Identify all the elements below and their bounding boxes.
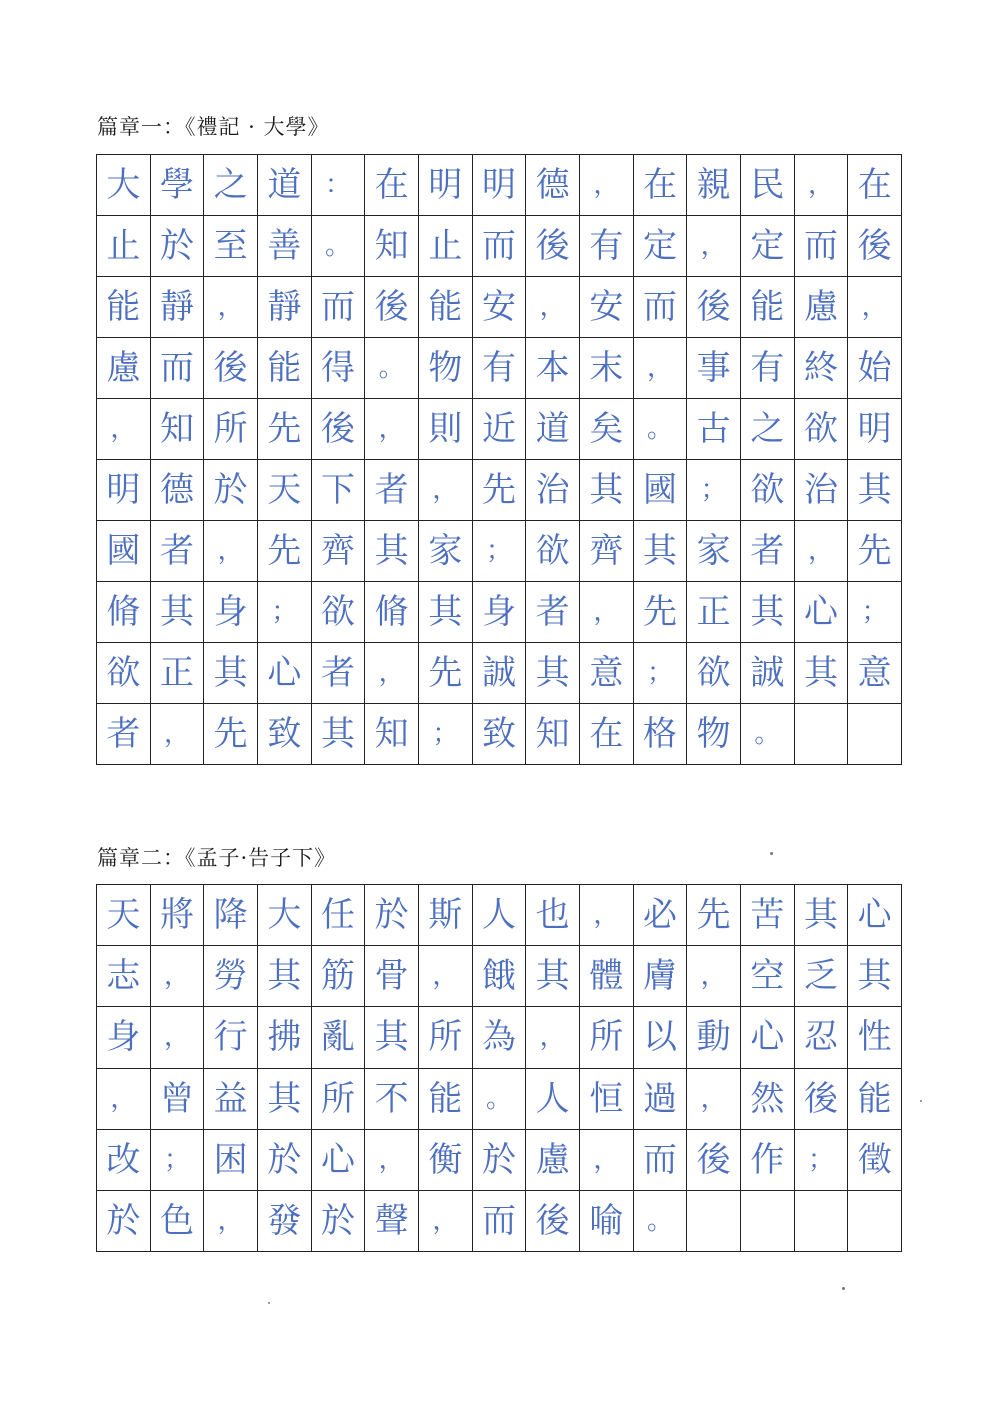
grid-cell: 改: [97, 1130, 151, 1191]
grid-cell: 民: [741, 155, 795, 216]
grid-cell: 致: [258, 704, 312, 765]
grid-cell: 為: [473, 1007, 527, 1068]
grid-cell: 能: [97, 277, 151, 338]
grid-cell: ，: [526, 1007, 580, 1068]
grid-cell: 心: [741, 1007, 795, 1068]
grid-cell: 而: [312, 277, 366, 338]
grid-cell: 大: [258, 885, 312, 946]
grid-cell: 始: [848, 338, 902, 399]
grid-cell: 其: [365, 521, 419, 582]
grid-cell: 誠: [741, 643, 795, 704]
grid-cell: 。: [365, 338, 419, 399]
grid-cell: 知: [365, 704, 419, 765]
grid-cell: 以: [634, 1007, 688, 1068]
grid-cell: ；: [848, 582, 902, 643]
grid-cell: 正: [151, 643, 205, 704]
grid-cell: 治: [526, 460, 580, 521]
grid-cell: ，: [204, 1191, 258, 1252]
grid-cell: 人: [526, 1069, 580, 1130]
grid-cell: ，: [419, 1191, 473, 1252]
grid-cell: 定: [741, 216, 795, 277]
grid-cell: 行: [204, 1007, 258, 1068]
grid-cell: 後: [687, 277, 741, 338]
grid-cell: 後: [526, 1191, 580, 1252]
grid-cell: 必: [634, 885, 688, 946]
grid-cell: 於: [473, 1130, 527, 1191]
grid-cell: ；: [419, 704, 473, 765]
grid-cell: ，: [687, 216, 741, 277]
grid-cell: 其: [848, 946, 902, 1007]
grid-cell: 知: [526, 704, 580, 765]
grid-cell: ；: [795, 1130, 849, 1191]
grid-cell: 曾: [151, 1069, 205, 1130]
grid-cell: [795, 1191, 849, 1252]
grid-cell: 格: [634, 704, 688, 765]
grid-cell: 安: [473, 277, 527, 338]
grid-cell: 能: [419, 277, 473, 338]
grid-cell: 德: [151, 460, 205, 521]
grid-cell: 慮: [97, 338, 151, 399]
grid-cell: 靜: [151, 277, 205, 338]
grid-cell: 先: [848, 521, 902, 582]
grid-cell: ，: [526, 277, 580, 338]
grid-cell: 誠: [473, 643, 527, 704]
grid-cell: 將: [151, 885, 205, 946]
grid-cell: ，: [365, 399, 419, 460]
grid-cell: 天: [258, 460, 312, 521]
grid-cell: 體: [580, 946, 634, 1007]
grid-cell: 其: [204, 643, 258, 704]
grid-cell: 人: [473, 885, 527, 946]
grid-cell: 其: [634, 521, 688, 582]
grid-cell: 斯: [419, 885, 473, 946]
grid-cell: 明: [419, 155, 473, 216]
grid-cell: 古: [687, 399, 741, 460]
grid-cell: 者: [741, 521, 795, 582]
grid-cell: 德: [526, 155, 580, 216]
grid-cell: 親: [687, 155, 741, 216]
grid-cell: ，: [687, 946, 741, 1007]
grid-cell: ，: [795, 521, 849, 582]
grid-cell: 正: [687, 582, 741, 643]
grid-cell: 心: [258, 643, 312, 704]
grid-cell: ，: [580, 155, 634, 216]
grid-cell: 而: [473, 216, 527, 277]
grid-cell: 喻: [580, 1191, 634, 1252]
grid-cell: 發: [258, 1191, 312, 1252]
grid-cell: 其: [741, 582, 795, 643]
grid-cell: 明: [473, 155, 527, 216]
grid-cell: 在: [634, 155, 688, 216]
grid-cell: 末: [580, 338, 634, 399]
grid-cell: ，: [151, 704, 205, 765]
grid-cell: ，: [795, 155, 849, 216]
grid-cell: 心: [795, 582, 849, 643]
grid-cell: ，: [365, 1130, 419, 1191]
grid-cell: 性: [848, 1007, 902, 1068]
grid-cell: 靜: [258, 277, 312, 338]
grid-cell: 心: [848, 885, 902, 946]
grid-cell: [848, 704, 902, 765]
grid-cell: 忍: [795, 1007, 849, 1068]
grid-cell: 任: [312, 885, 366, 946]
grid-cell: 在: [580, 704, 634, 765]
grid-cell: 。: [473, 1069, 527, 1130]
grid-cell: 國: [97, 521, 151, 582]
grid-cell: 欲: [795, 399, 849, 460]
grid-cell: 本: [526, 338, 580, 399]
section-1-title: 篇章一：《禮記 · 大學》: [97, 115, 330, 139]
grid-cell: 後: [312, 399, 366, 460]
grid-cell: 不: [365, 1069, 419, 1130]
grid-cell: 徵: [848, 1130, 902, 1191]
grid-cell: 善: [258, 216, 312, 277]
grid-cell: ，: [687, 1069, 741, 1130]
grid-cell: ，: [365, 643, 419, 704]
grid-cell: [741, 1191, 795, 1252]
grid-cell: 定: [634, 216, 688, 277]
grid-cell: 先: [634, 582, 688, 643]
grid-cell: 恒: [580, 1069, 634, 1130]
grid-cell: 止: [97, 216, 151, 277]
grid-cell: 筋: [312, 946, 366, 1007]
grid-cell: 家: [419, 521, 473, 582]
grid-cell: 先: [204, 704, 258, 765]
grid-cell: 物: [419, 338, 473, 399]
grid-cell: 者: [526, 582, 580, 643]
grid-cell: 有: [473, 338, 527, 399]
grid-cell: 其: [258, 1069, 312, 1130]
grid-cell: 然: [741, 1069, 795, 1130]
grid-cell: 其: [312, 704, 366, 765]
grid-cell: 慮: [795, 277, 849, 338]
grid-cell: ；: [687, 460, 741, 521]
grid-cell: 慮: [526, 1130, 580, 1191]
grid-cell: 所: [204, 399, 258, 460]
grid-cell: 於: [365, 885, 419, 946]
grid-cell: 之: [204, 155, 258, 216]
grid-cell: 知: [365, 216, 419, 277]
grid-cell: 止: [419, 216, 473, 277]
paper-speck: [770, 852, 773, 855]
grid-cell: 至: [204, 216, 258, 277]
grid-cell: 身: [97, 1007, 151, 1068]
grid-cell: 脩: [365, 582, 419, 643]
grid-cell: ；: [151, 1130, 205, 1191]
grid-cell: ；: [473, 521, 527, 582]
section-1-grid: [96, 154, 902, 765]
grid-cell: 致: [473, 704, 527, 765]
grid-cell: 治: [795, 460, 849, 521]
grid-cell: 心: [312, 1130, 366, 1191]
grid-cell: [848, 1191, 902, 1252]
grid-cell: 者: [312, 643, 366, 704]
grid-cell: 膚: [634, 946, 688, 1007]
grid-cell: 後: [365, 277, 419, 338]
grid-cell: 骨: [365, 946, 419, 1007]
grid-cell: 得: [312, 338, 366, 399]
grid-cell: 後: [687, 1130, 741, 1191]
grid-cell: 其: [365, 1007, 419, 1068]
grid-cell: 也: [526, 885, 580, 946]
grid-cell: 其: [526, 946, 580, 1007]
grid-cell: 能: [258, 338, 312, 399]
grid-cell: ，: [580, 885, 634, 946]
grid-cell: ，: [97, 1069, 151, 1130]
grid-cell: 於: [312, 1191, 366, 1252]
grid-cell: 先: [687, 885, 741, 946]
grid-cell: 所: [419, 1007, 473, 1068]
grid-cell: 欲: [97, 643, 151, 704]
grid-cell: 天: [97, 885, 151, 946]
grid-cell: ，: [204, 521, 258, 582]
grid-cell: ，: [580, 582, 634, 643]
grid-cell: 家: [687, 521, 741, 582]
grid-cell: 道: [526, 399, 580, 460]
grid-cell: 。: [634, 1191, 688, 1252]
grid-cell: 後: [848, 216, 902, 277]
grid-cell: 志: [97, 946, 151, 1007]
grid-cell: 。: [741, 704, 795, 765]
grid-cell: 後: [795, 1069, 849, 1130]
grid-cell: 而: [634, 1130, 688, 1191]
grid-cell: 而: [473, 1191, 527, 1252]
grid-cell: 在: [848, 155, 902, 216]
grid-cell: 其: [848, 460, 902, 521]
grid-cell: 意: [848, 643, 902, 704]
grid-cell: 。: [634, 399, 688, 460]
grid-cell: 降: [204, 885, 258, 946]
grid-cell: 者: [151, 521, 205, 582]
paper-speck: [842, 1287, 845, 1290]
grid-cell: 而: [151, 338, 205, 399]
grid-cell: 有: [580, 216, 634, 277]
grid-cell: 齊: [580, 521, 634, 582]
grid-cell: 空: [741, 946, 795, 1007]
grid-cell: 衡: [419, 1130, 473, 1191]
grid-cell: ：: [312, 155, 366, 216]
grid-cell: 能: [419, 1069, 473, 1130]
grid-cell: 其: [795, 885, 849, 946]
grid-cell: 知: [151, 399, 205, 460]
grid-cell: 近: [473, 399, 527, 460]
grid-cell: 先: [473, 460, 527, 521]
grid-cell: 物: [687, 704, 741, 765]
grid-cell: 亂: [312, 1007, 366, 1068]
grid-cell: 安: [580, 277, 634, 338]
grid-cell: 能: [848, 1069, 902, 1130]
grid-cell: 過: [634, 1069, 688, 1130]
grid-cell: 而: [634, 277, 688, 338]
grid-cell: ，: [419, 946, 473, 1007]
grid-cell: ，: [634, 338, 688, 399]
grid-cell: 者: [97, 704, 151, 765]
grid-cell: 明: [848, 399, 902, 460]
paper-speck: [920, 1100, 922, 1102]
grid-cell: 所: [580, 1007, 634, 1068]
grid-cell: 而: [795, 216, 849, 277]
grid-cell: 大: [97, 155, 151, 216]
grid-cell: 道: [258, 155, 312, 216]
grid-cell: 欲: [526, 521, 580, 582]
grid-cell: 拂: [258, 1007, 312, 1068]
grid-cell: 於: [151, 216, 205, 277]
grid-cell: 其: [580, 460, 634, 521]
grid-cell: 下: [312, 460, 366, 521]
grid-cell: 則: [419, 399, 473, 460]
grid-cell: 其: [258, 946, 312, 1007]
grid-cell: 困: [204, 1130, 258, 1191]
grid-cell: 苦: [741, 885, 795, 946]
grid-cell: 事: [687, 338, 741, 399]
grid-cell: 矣: [580, 399, 634, 460]
grid-cell: 聲: [365, 1191, 419, 1252]
grid-cell: 其: [526, 643, 580, 704]
grid-cell: 餓: [473, 946, 527, 1007]
grid-cell: ，: [580, 1130, 634, 1191]
grid-cell: [687, 1191, 741, 1252]
grid-cell: ，: [204, 277, 258, 338]
grid-cell: 明: [97, 460, 151, 521]
grid-cell: ，: [151, 946, 205, 1007]
grid-cell: 意: [580, 643, 634, 704]
grid-cell: 能: [741, 277, 795, 338]
grid-cell: 欲: [312, 582, 366, 643]
grid-cell: ；: [634, 643, 688, 704]
grid-cell: ，: [97, 399, 151, 460]
section-2-grid: [96, 884, 902, 1252]
grid-cell: 於: [97, 1191, 151, 1252]
grid-cell: ，: [848, 277, 902, 338]
grid-cell: 益: [204, 1069, 258, 1130]
grid-cell: 於: [204, 460, 258, 521]
paper-speck: [268, 1302, 270, 1304]
grid-cell: 所: [312, 1069, 366, 1130]
grid-cell: 其: [151, 582, 205, 643]
grid-cell: [795, 704, 849, 765]
grid-cell: 勞: [204, 946, 258, 1007]
grid-cell: 有: [741, 338, 795, 399]
grid-cell: ；: [258, 582, 312, 643]
grid-cell: 齊: [312, 521, 366, 582]
grid-cell: 作: [741, 1130, 795, 1191]
grid-cell: 其: [795, 643, 849, 704]
grid-cell: 終: [795, 338, 849, 399]
grid-cell: 後: [204, 338, 258, 399]
grid-cell: 。: [312, 216, 366, 277]
grid-cell: 先: [258, 399, 312, 460]
grid-cell: 色: [151, 1191, 205, 1252]
grid-cell: 國: [634, 460, 688, 521]
grid-cell: 欲: [687, 643, 741, 704]
grid-cell: 先: [258, 521, 312, 582]
grid-cell: 乏: [795, 946, 849, 1007]
grid-cell: 在: [365, 155, 419, 216]
grid-cell: 後: [526, 216, 580, 277]
grid-cell: 於: [258, 1130, 312, 1191]
grid-cell: 學: [151, 155, 205, 216]
grid-cell: ，: [151, 1007, 205, 1068]
grid-cell: 之: [741, 399, 795, 460]
grid-cell: 先: [419, 643, 473, 704]
grid-cell: 脩: [97, 582, 151, 643]
grid-cell: 身: [473, 582, 527, 643]
grid-cell: 者: [365, 460, 419, 521]
grid-cell: 身: [204, 582, 258, 643]
grid-cell: 動: [687, 1007, 741, 1068]
grid-cell: 其: [419, 582, 473, 643]
section-2-title: 篇章二：《孟子·告子下》: [97, 846, 337, 870]
grid-cell: ，: [419, 460, 473, 521]
grid-cell: 欲: [741, 460, 795, 521]
